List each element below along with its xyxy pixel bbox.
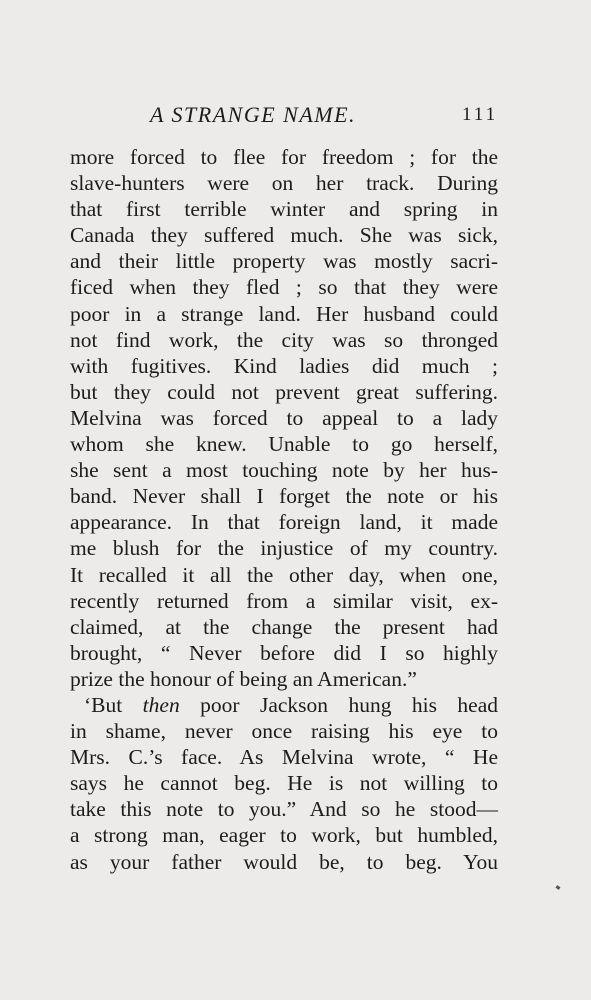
text-line: in shame, never once raising his eye to [70,719,498,744]
text-line: with fugitives. Kind ladies did much ; [70,353,498,378]
text-line: but they could not prevent great suffering. [70,379,498,404]
page-number: 111 [462,104,499,125]
text-line: band. Never shall I forget the note or his [70,484,498,509]
text-line: more forced to flee for freedom ; for the [70,145,498,169]
text-fragment: poor Jackson hung his head [200,692,499,717]
text-line: not find work, the city was so thronged [70,327,498,352]
text-line: says he cannot beg. He is not willing to [70,771,498,796]
text-line: claimed, at the change the present had [70,614,498,639]
text-line: brought, “ Never before did I so highly [70,640,498,665]
text-line: Canada they suffered much. She was sick, [70,223,498,248]
text-fragment: ‘But [84,692,123,717]
text-line: Mrs. C.’s face. As Melvina wrote, “ He [70,745,498,770]
text-line: recently returned from a similar visit, ex- [70,588,498,613]
body-text [70,144,498,875]
text-line: It recalled it all the other day, when one, [70,562,498,587]
text-line: Melvina was forced to appeal to a lady [70,405,498,430]
running-head: A STRANGE NAME. [150,102,357,127]
paragraph-end-line: prize the honour of being an American.” [70,666,417,691]
text-line: and their little property was mostly sacri- [70,249,498,274]
text-line: ficed when they fled ; so that they were [70,275,498,300]
paragraph-first-line [70,692,498,718]
italic-emphasis: then [142,692,180,717]
text-line: she sent a most touching note by her hus- [70,458,498,483]
text-line: slave-hunters were on her track. During [70,171,498,196]
text-line: whom she knew. Unable to go herself, [70,432,498,457]
text-line: poor in a strange land. Her husband could [70,301,498,326]
text-line: that first terrible winter and spring in [70,197,498,222]
text-line: take this note to you.” And so he stood— [70,797,498,822]
text-line: a strong man, eager to work, but humbled, [70,823,498,848]
text-line: me blush for the injustice of my country. [70,536,498,561]
print-speck [556,885,561,890]
text-line: as your father would be, to beg. You [70,849,498,874]
text-line: appearance. In that foreign land, it made [70,510,498,535]
